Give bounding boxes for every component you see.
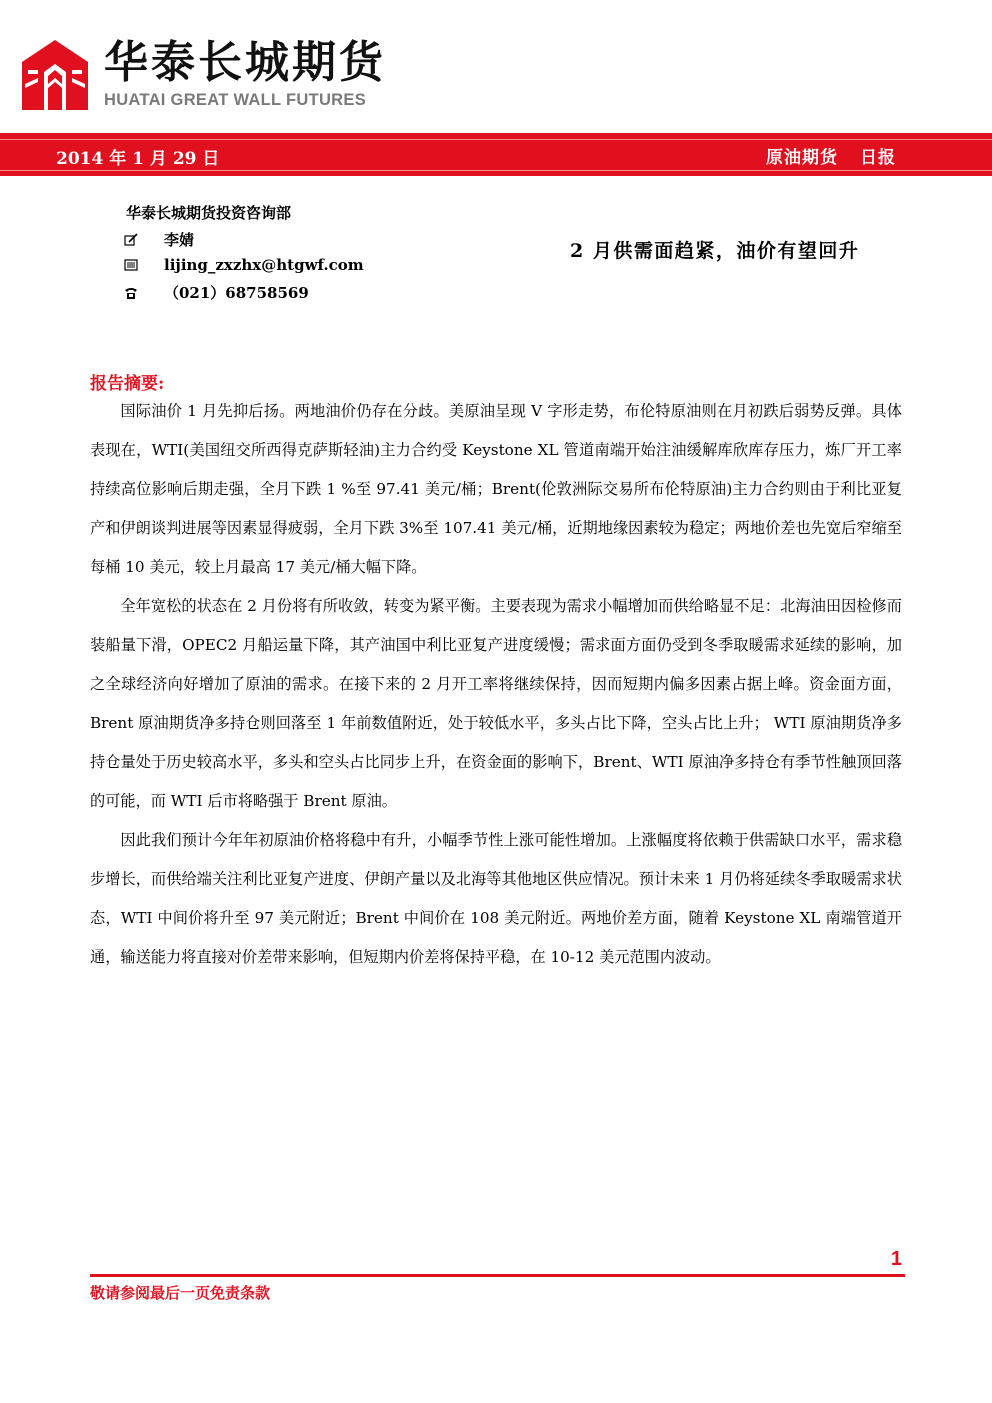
author-name-row xyxy=(124,229,194,250)
abstract-title: 报告摘要: xyxy=(90,374,165,394)
page-number: 1 xyxy=(890,1248,902,1270)
company-logo-icon xyxy=(22,40,88,110)
header-band-bottom-line xyxy=(0,170,992,171)
author-department: 华泰长城期货投资咨询部 xyxy=(126,204,292,222)
report-category-group xyxy=(766,143,896,168)
report-type: 日报 xyxy=(860,148,896,168)
abstract-body xyxy=(90,392,902,977)
author-phone-row xyxy=(124,282,309,303)
report-category: 原油期货 xyxy=(766,148,838,168)
report-date: 2014 年 1 月 29 日 xyxy=(56,149,220,169)
abstract-paragraph: 因此我们预计今年年初原油价格将稳中有升，小幅季节性上涨可能性增加。上涨幅度将依赖于供需缺口水平，需求稳步增长，而供给端关注利比亚复产进度、伊朗产量以及北海等其他地区供应情况。预计未来 1 月仍将延续冬季取暖需求状态，WTI 中间价将升至 97 美元附近；Brent 中间价在 108 美元附近。两地价差方面，随着 Keystone XL 南端管道开通，输送能力将直接对价差带来影响，但短期内价差将保持平稳，在 10-12 美元范围内波动。 xyxy=(90,831,902,966)
author-name: 李婧 xyxy=(164,231,195,249)
author-email-row xyxy=(124,256,364,274)
brand-name-cn: 华泰长城期货 xyxy=(104,37,386,88)
abstract-paragraph: 全年宽松的状态在 2 月份将有所收敛，转变为紧平衡。主要表现为需求小幅增加而供给略显不足：北海油田因检修而装船量下滑，OPEC2 月船运量下降，其产油国中利比亚复产进度缓慢；需求面方面仍受到冬季取暖需求延续的影响，加之全球经济向好增加了原油的需求。在接下来的 2 月开工率将继续保持，因而短期内偏多因素占据上峰。资金面方面，Brent 原油期货净多持仓则回落至 1 年前数值附近，处于较低水平，多头占比下降，空头占比上升； WTI 原油期货净多持仓量处于历史较高水平，多头和空头占比同步上升，在资金面的影响下，Brent、WTI 原油净多持仓有季节性触顶回落的可能，而 WTI 后市将略强于 Brent 原油。 xyxy=(90,597,902,810)
email-icon xyxy=(124,258,138,272)
brand-name-en: HUATAI GREAT WALL FUTURES xyxy=(104,91,367,109)
pen-icon xyxy=(124,233,138,247)
author-email[interactable]: lijing_zxzhx@htgwf.com xyxy=(164,256,364,274)
author-phone: （021）68758569 xyxy=(164,284,309,302)
footer-divider xyxy=(90,1274,905,1277)
phone-icon xyxy=(124,286,138,300)
abstract-paragraph: 国际油价 1 月先抑后扬。两地油价仍存在分歧。美原油呈现 V 字形走势，布伦特原油则在月初跌后弱势反弹。具体表现在，WTI(美国纽交所西得克萨斯轻油)主力合约受 Keystone XL 管道南端开始注油缓解库欣库存压力，炼厂开工率持续高位影响后期走强，全月下跌 1 %至 97.41 美元/桶；Brent(伦敦洲际交易所布伦特原油)主力合约则由于利比亚复产和伊朗谈判进展等因素显得疲弱，全月下跌 3%至 107.41 美元/桶，近期地缘因素较为稳定；两地价差也先宽后窄缩至每桶 10 美元，较上月最高 17 美元/桶大幅下降。 xyxy=(90,402,902,576)
report-headline: 2 月供需面趋紧，油价有望回升 xyxy=(570,240,860,262)
header-band-top-line xyxy=(0,139,992,140)
disclaimer-note: 敬请参阅最后一页免责条款 xyxy=(90,1284,271,1302)
